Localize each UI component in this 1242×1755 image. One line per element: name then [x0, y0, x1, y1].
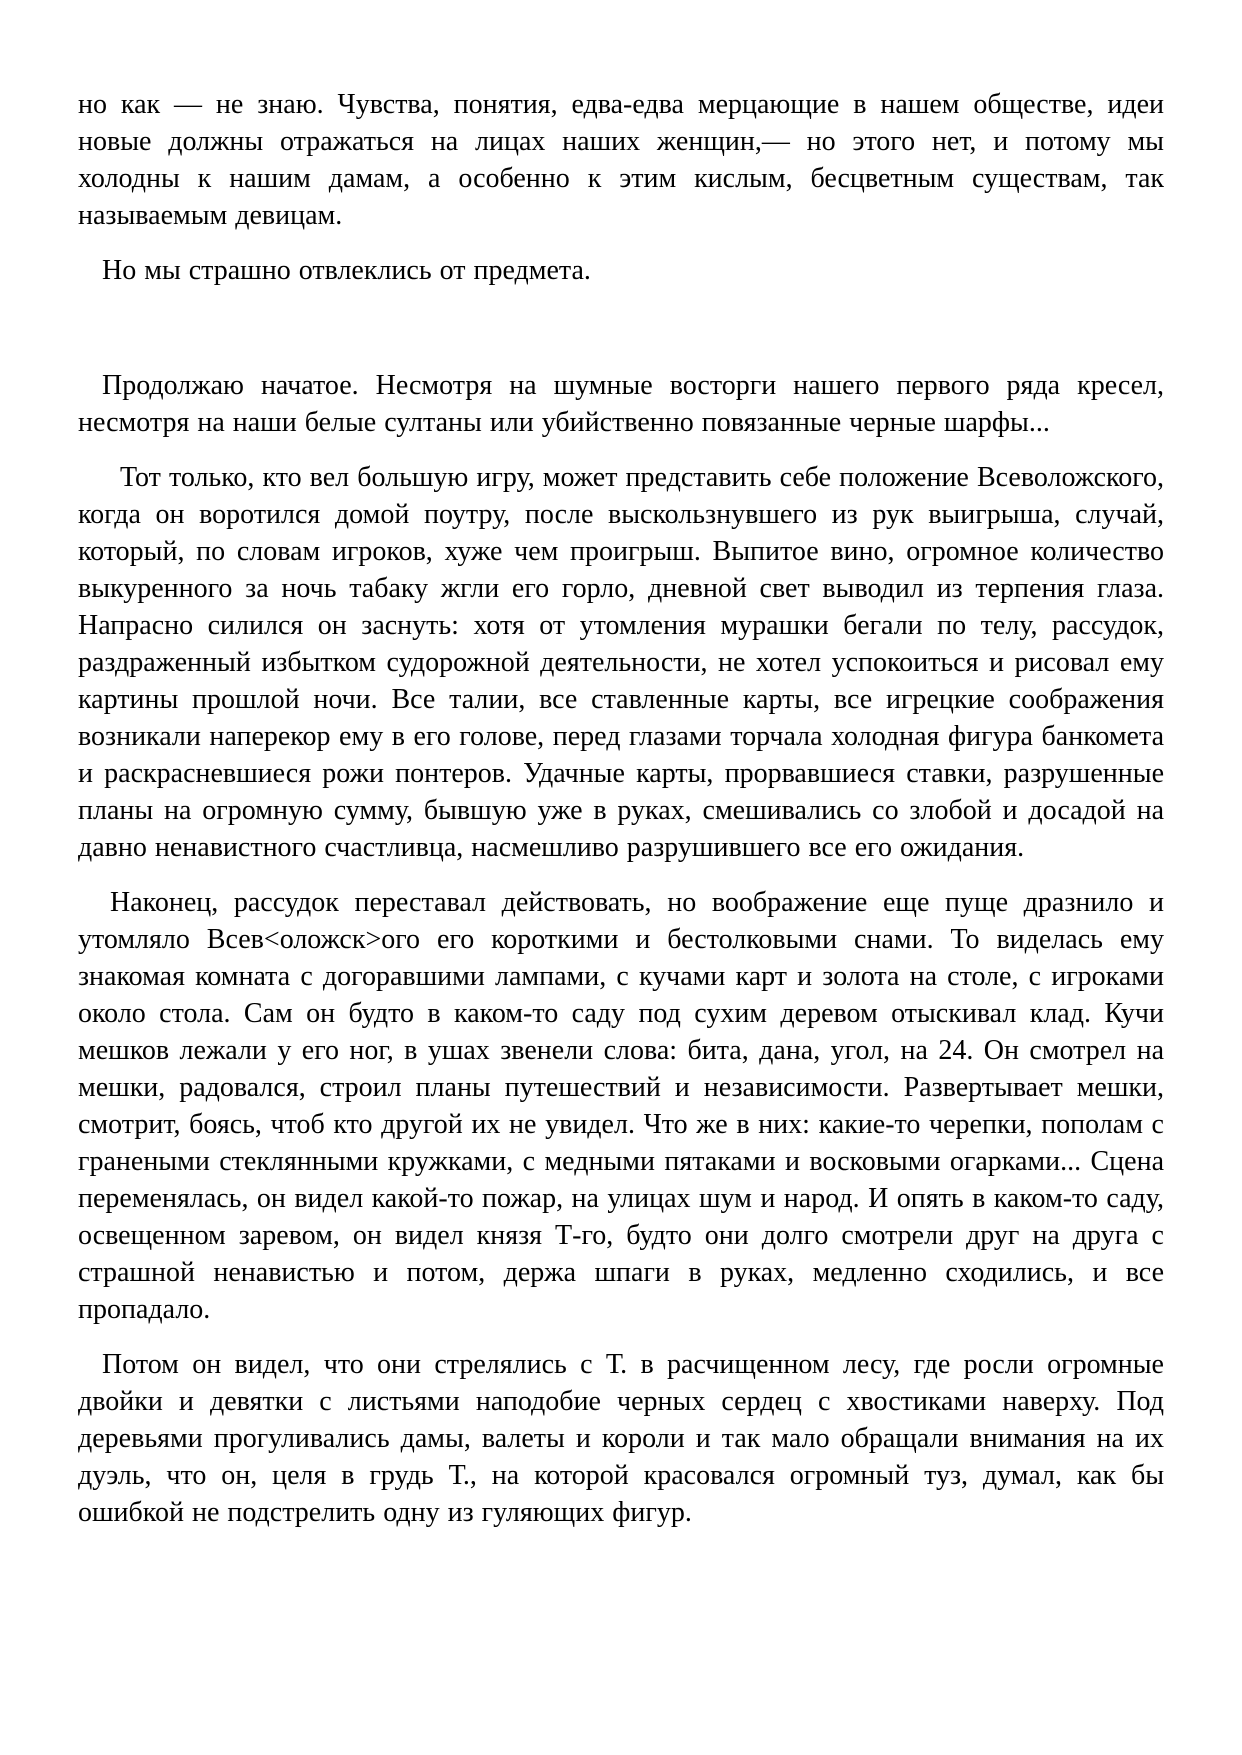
paragraph-duel-dream: Потом он видел, что они стрелялись с Т. в расчищенном лесу, где росли огромные двойки и девятки с листьями наподобие черных сердец с хвостиками наверху. Под деревьями прогуливались дамы, валеты и короли и так мало обращали внимания на их дуэль, что он, целя в грудь Т., на которой красовался огромный туз, думал, как бы ошибкой не подстрелить одну из гуляющих фигур.	[78, 1349, 1164, 1528]
paragraph-continuation: но как — не знаю. Чувства, понятия, едва-едва мерцающие в нашем обществе, идеи новые должны отражаться на лицах наших женщин,— но этого нет, и потому мы холодны к нашим дамам, а особенно к этим кислым, бесцветным существам, так называемым девицам.	[78, 89, 1164, 231]
paragraph-aside: Но мы страшно отвлеклись от предмета.	[102, 255, 591, 286]
paragraph-resume: Продолжаю начатое. Несмотря на шумные восторги нашего первого ряда кресел, несмотря на наши белые султаны или убийственно повязанные черные шарфы...	[78, 370, 1164, 438]
paragraph-gambler: Тот только, кто вел большую игру, может представить себе положение Всеволожского, когда он воротился домой поутру, после выскользнувшего из рук выигрыша, случай, который, по словам игроков, хуже чем проигрыш. Выпитое вино, огромное количество выкуренного за ночь табаку жгли его горло, дневной свет выводил из терпения глаза. Напрасно силился он заснуть: хотя от утомления мурашки бегали по телу, рассудок, раздраженный избытком судорожной деятельности, не хотел успокоиться и рисовал ему картины прошлой ночи. Все талии, все ставленные карты, все игрецкие соображения возникали наперекор ему в его голове, перед глазами торчала холодная фигура банкомета и раскрасневшиеся рожи понтеров. Удачные карты, прорвавшиеся ставки, разрушенные планы на огромную сумму, бывшую уже в руках, смешивались со злобой и досадой на давно ненавистного счастливца, насмешливо разрушившего все его ожидания.	[78, 462, 1164, 863]
paragraph-dreams: Наконец, рассудок переставал действовать, но воображение еще пуще дразнило и утомляло Всев<оложск>ого его короткими и бестолковыми снами. То виделась ему знакомая комната с догоравшими лампами, с кучами карт и золота на столе, с игроками около стола. Сам он будто в каком-то саду под сухим деревом отыскивал клад. Кучи мешков лежали у его ног, в ушах звенели слова: бита, дана, угол, на 24. Он смотрел на мешки, радовался, строил планы путешествий и независимости. Развертывает мешки, смотрит, боясь, чтоб кто другой их не увидел. Что же в них: какие-то черепки, пополам с гранеными стеклянными кружками, с медными пятаками и восковыми огарками... Сцена переменялась, он видел какой-то пожар, на улицах шум и народ. И опять в каком-то саду, освещенном заревом, он видел князя Т-го, будто они долго смотрели друг на друга с страшной ненавистью и потом, держа шпаги в руках, медленно сходились, и все пропадало.	[78, 887, 1164, 1325]
